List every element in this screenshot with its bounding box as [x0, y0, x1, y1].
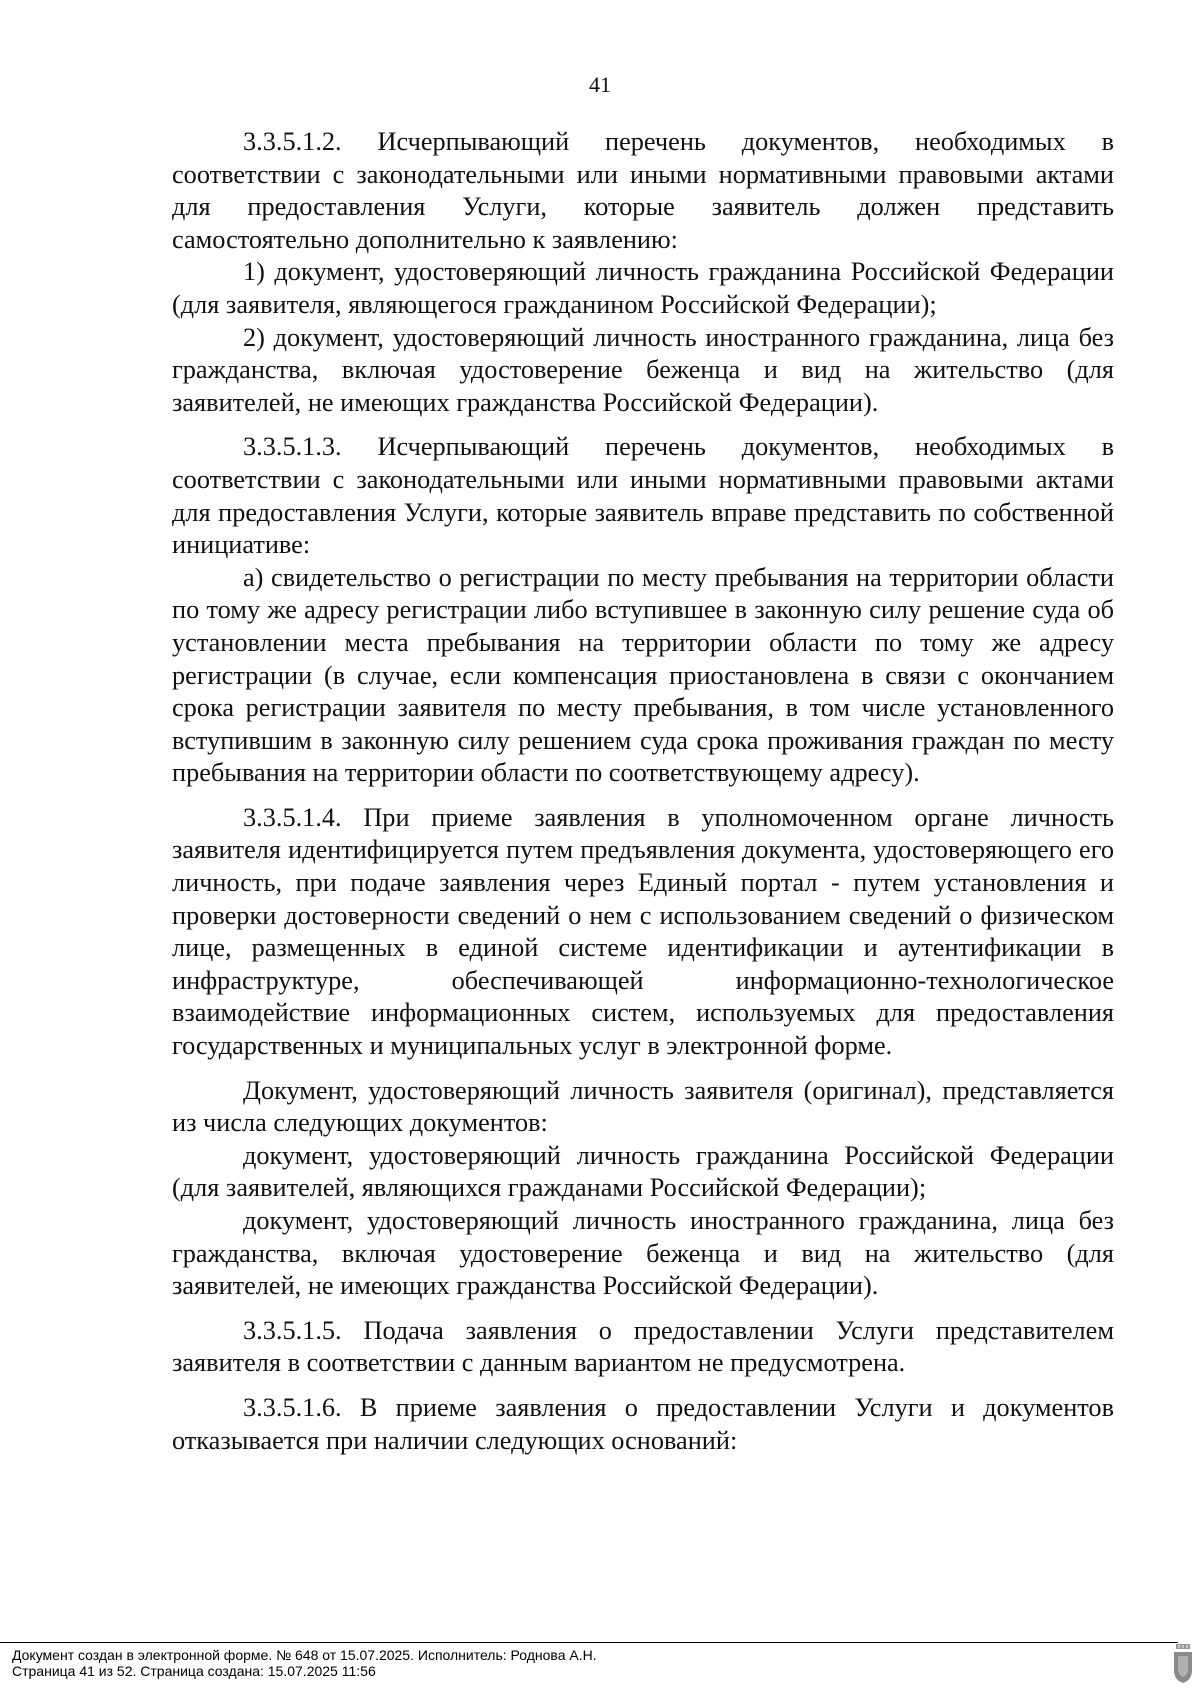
paragraph-identity-document: Документ, удостоверяющий личность заявителя (оригинал), представляется из числа следующих документов:	[172, 1075, 1114, 1138]
paragraph-3-3-5-1-2: 3.3.5.1.2. Исчерпывающий перечень документов, необходимых в соответствии с законодательными или иными нормативными правовыми актами для предоставления Услуги, которые заявитель должен представить самостоятельно дополнительно к заявлению:	[172, 127, 1114, 254]
footer	[12, 1647, 597, 1679]
page-number: 41	[589, 72, 611, 97]
paragraph-3-3-5-1-3: 3.3.5.1.3. Исчерпывающий перечень документов, необходимых в соответствии с законодательными или иными нормативными правовыми актами для предоставления Услуги, которые заявитель вправе представить по собственной инициативе:	[172, 432, 1114, 560]
list-item-a: а) свидетельство о регистрации по месту пребывания на территории области по тому же адресу регистрации либо вступившее в законную силу решение суда об установлении места пребывания на территории области по тому же адресу регистрации (в случае, если компенсация приостановлена в связи с окончанием срока регистрации заявителя по месту пребывания, в том числе установленного вступившим в законную силу решением суда срока проживания граждан по месту пребывания на территории области по соответствующему адресу).	[172, 562, 1114, 788]
list-item-citizen-document: документ, удостоверяющий личность гражданина Российской Федерации (для заявителей, являющихся гражданами Российской Федерации);	[172, 1140, 1114, 1203]
coat-of-arms-icon	[1172, 1644, 1194, 1684]
list-item-2: 2) документ, удостоверяющий личность иностранного гражданина, лица без гражданства, включая удостоверение беженца и вид на жительство (для заявителей, не имеющих гражданства Российской Федерации).	[172, 322, 1114, 417]
footer-divider	[0, 1642, 1178, 1643]
paragraph-3-3-5-1-5: 3.3.5.1.5. Подача заявления о предоставлении Услуги представителем заявителя в соответствии с данным вариантом не предусмотрена.	[172, 1315, 1114, 1378]
footer-line-document: Документ создан в электронной форме. № 648 от 15.07.2025. Исполнитель: Роднова А.Н.	[12, 1647, 597, 1663]
paragraph-3-3-5-1-4: 3.3.5.1.4. При приеме заявления в уполномоченном органе личность заявителя идентифицируется путем предъявления документа, удостоверяющего его личность, при подаче заявления через Единый портал - путем установления и проверки достоверности сведений о нем с использованием сведений о физическом лице, размещенных в единой системе идентификации и аутентификации в инфраструктуре, обеспечивающей информационно-технологическое взаимодействие информационных систем, используемых для предоставления государственных и муниципальных услуг в электронной форме.	[172, 802, 1114, 1061]
footer-line-page: Страница 41 из 52. Страница создана: 15.07.2025 11:56	[12, 1663, 376, 1679]
document-body	[172, 126, 1114, 1457]
list-item-foreign-document: документ, удостоверяющий личность иностранного гражданина, лица без гражданства, включая удостоверение беженца и вид на жительство (для заявителей, не имеющих гражданства Российской Федерации).	[172, 1206, 1114, 1301]
paragraph-3-3-5-1-6: 3.3.5.1.6. В приеме заявления о предоставлении Услуги и документов отказывается при наличии следующих оснований:	[172, 1392, 1114, 1455]
list-item-1: 1) документ, удостоверяющий личность гражданина Российской Федерации (для заявителя, являющегося гражданином Российской Федерации);	[172, 257, 1114, 319]
